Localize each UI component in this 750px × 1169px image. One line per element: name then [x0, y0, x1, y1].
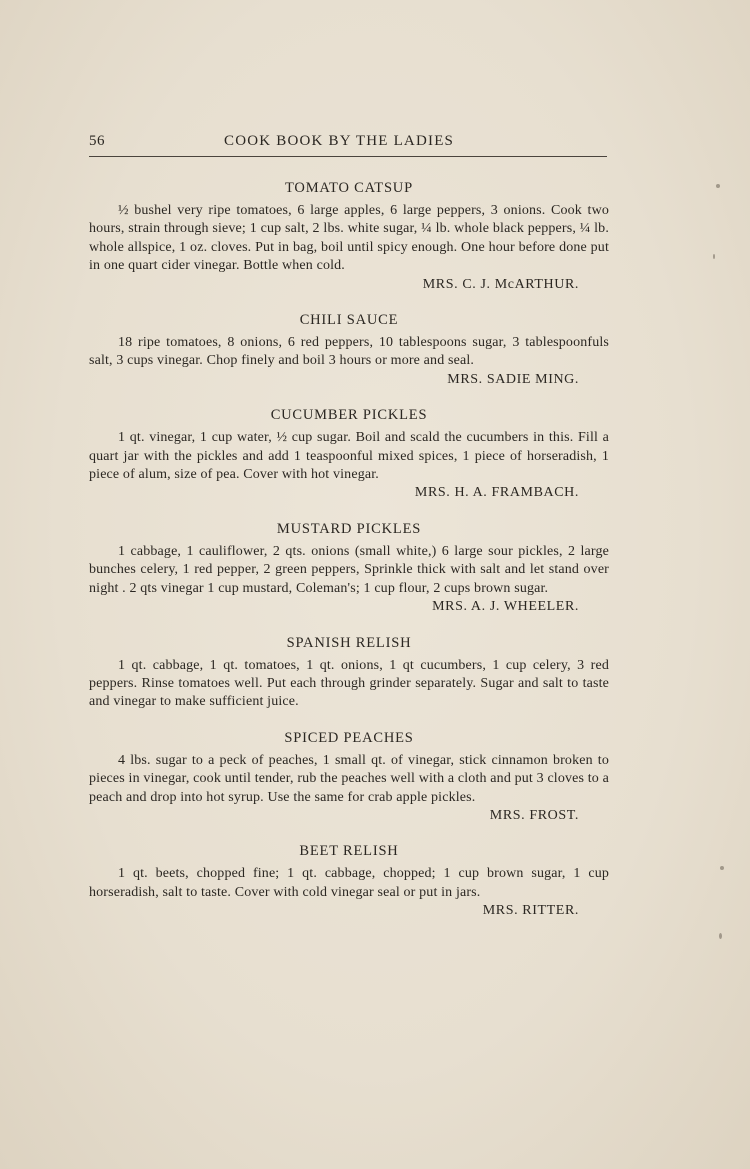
recipe-beet-relish: [89, 841, 609, 920]
recipe-title: MUSTARD PICKLES: [276, 520, 422, 537]
recipe-title: BEET RELISH: [299, 843, 399, 860]
page-number: 56: [89, 133, 105, 149]
recipe-body: 1 qt. cabbage, 1 qt. tomatoes, 1 qt. onions, 1 qt cucumbers, 1 cup celery, 3 red peppers. Rinse tomatoes well. Put each through grinder separately. Sugar and salt to taste and vinegar to make sufficient juice.: [89, 657, 609, 710]
recipe-body: 4 lbs. sugar to a peck of peaches, 1 small qt. of vinegar, stick cinnamon broken to pieces in vinegar, cook until tender, rub the peaches well with a cloth and put 3 cloves to a peach and drop into hot syrup. Use the same for crab apple pickles.: [89, 752, 609, 805]
recipe-spanish-relish: [89, 633, 609, 712]
header-rule: [89, 156, 607, 157]
recipe-chili-sauce: [89, 310, 609, 389]
paper-speck: [716, 184, 720, 188]
recipe-author: MRS. C. J. McARTHUR.: [422, 276, 579, 292]
recipe-author: MRS. RITTER.: [482, 903, 579, 919]
recipe-mustard-pickles: [89, 519, 609, 617]
recipe-author: MRS. SADIE MING.: [447, 371, 579, 387]
recipe-body: 1 qt. vinegar, 1 cup water, ½ cup sugar. Boil and scald the cucumbers in this. Fill a quart jar with the pickles and add 1 teaspoonful mixed spices, 1 piece of horseradish, 1 piece of alum, size of pea. Cover with hot vinegar.: [89, 430, 609, 483]
recipe-author: MRS. FROST.: [489, 807, 579, 823]
recipe-title: CHILI SAUCE: [299, 312, 399, 329]
running-title: COOK BOOK BY THE LADIES: [224, 133, 455, 149]
recipe-tomato-catsup: [89, 178, 609, 294]
recipe-body: 18 ripe tomatoes, 8 onions, 6 red peppers, 10 tablespoons sugar, 3 tablespoonfuls salt, 3 cups vinegar. Chop finely and boil 3 hours or more and seal.: [89, 335, 609, 369]
recipe-author: MRS. H. A. FRAMBACH.: [414, 485, 579, 501]
page-header: [89, 131, 609, 155]
recipe-cucumber-pickles: [89, 405, 609, 503]
recipe-title: CUCUMBER PICKLES: [270, 407, 428, 424]
recipe-author: MRS. A. J. WHEELER.: [432, 599, 579, 615]
recipe-body: ½ bushel very ripe tomatoes, 6 large apples, 6 large peppers, 3 onions. Cook two hours, strain through sieve; 1 cup salt, 2 lbs. white sugar, ¼ lb. whole black peppers, ¼ lb. whole allspice, 1 oz. cloves. Put in bag, boil until spicy enough. One hour before done put in one quart cider vinegar. Bottle when cold.: [89, 203, 609, 274]
recipe-body: 1 qt. beets, chopped fine; 1 qt. cabbage, chopped; 1 cup brown sugar, 1 cup horseradish, salt to taste. Cover with cold vinegar seal or put in jars.: [89, 866, 609, 900]
recipe-spiced-peaches: [89, 728, 609, 826]
recipe-title: SPICED PEACHES: [284, 729, 414, 746]
recipe-title: SPANISH RELISH: [286, 634, 412, 651]
paper-speck: [713, 254, 715, 259]
recipe-list: [89, 178, 609, 937]
paper-speck: [720, 866, 724, 870]
paper-speck: [719, 933, 722, 939]
recipe-title: TOMATO CATSUP: [285, 180, 413, 196]
recipe-body: 1 cabbage, 1 cauliflower, 2 qts. onions (small white,) 6 large sour pickles, 2 large bunches celery, 1 red pepper, 2 green peppers, Sprinkle thick with salt and let stand over night . 2 qts vinegar 1 cup mustard, Coleman's; 1 cup flour, 2 cups brown sugar.: [89, 543, 609, 596]
